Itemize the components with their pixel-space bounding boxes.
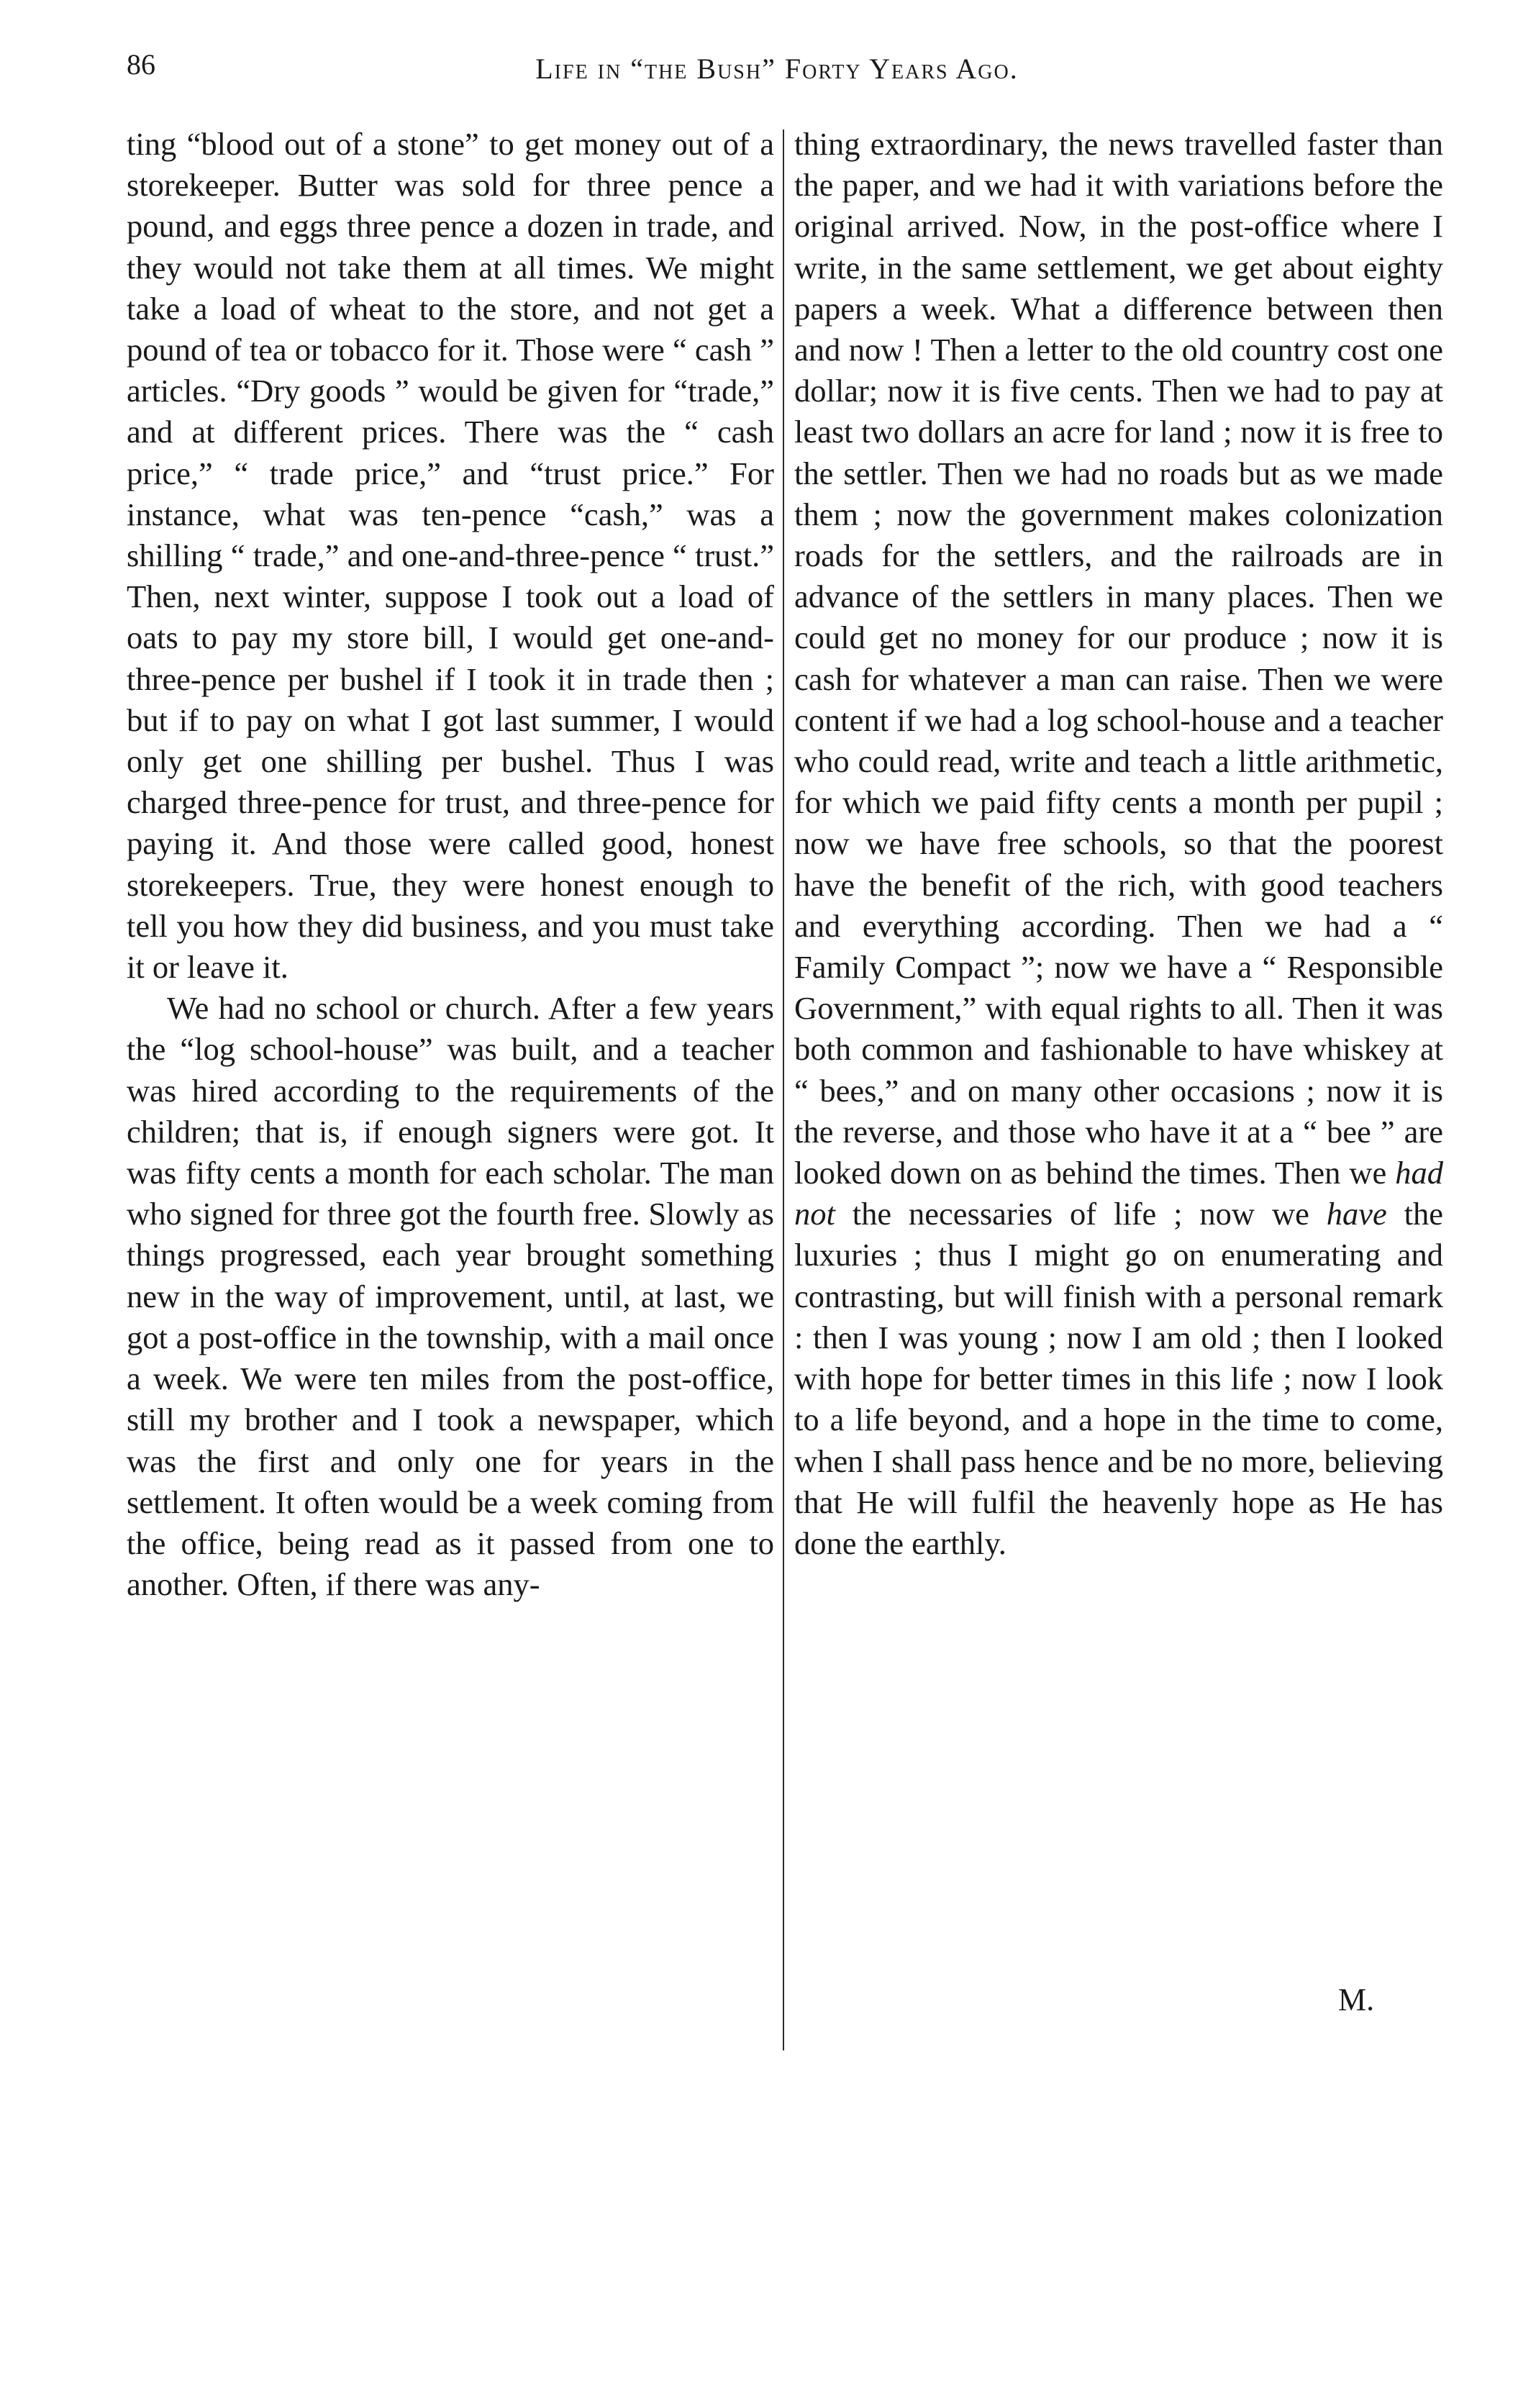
left-column bbox=[127, 124, 774, 1605]
page-number: 86 bbox=[127, 48, 155, 81]
paragraph: ting “blood out of a stone” to get money out of a storekeeper. Butter was sold for three pence a pound, and eggs three pence a dozen in trade, and they would not take them at all times. We might take a load of wheat to the store, and not get a pound of tea or tobacco for it. Those were “ cash ” articles. “Dry goods ” would be given for “trade,” and at different prices. There was the “ cash price,” “ trade price,” and “trust price.” For instance, what was ten-pence “cash,” was a shilling “ trade,” and one-and-three-pence “ trust.” Then, next winter, suppose I took out a load of oats to pay my store bill, I would get one-and-three-pence per bushel if I took it in trade then ; but if to pay on what I got last summer, I would only get one shilling per bushel. Thus I was charged three-pence for trust, and three-pence for paying it. And those were called good, honest storekeepers. True, they were honest enough to tell you how they did business, and you must take it or leave it. bbox=[127, 126, 774, 986]
paragraph-text: thing extraordinary, the news travelled faster than the paper, and we had it with variations before the original arrived. Now, in the post-office where I write, in the same settlement, we get about eighty papers a week. What a difference between then and now ! Then a letter to the old country cost one dollar; now it is five cents. Then we had to pay at least two dollars an acre for land ; now it is free to the settler. Then we had no roads but as we made them ; now the government makes colonization roads for the settlers, and the railroads are in advance of the settlers in many places. Then we could get no money for our produce ; now it is cash for whatever a man can raise. Then we were content if we had a log school-house and a teacher who could read, write and teach a little arithmetic, for which we paid fifty cents a month per pupil ; now we have free schools, so that the poorest have the benefit of the rich, with good teachers and everything according. Then we had a “ Family Compact ”; now we have a “ Responsible Government,” with equal rights to all. Then it was both common and fashionable to have whiskey at “ bees,” and on many other occasions ; now it is the reverse, and those who have it at a “ bee ” are looked down on as behind the times. Then we bbox=[794, 126, 1443, 1191]
paragraph-text: the luxuries ; thus I might go on enumerating and contrasting, but will finish with a personal remark : then I was young ; now I am old ; then I looked with hope for better times in this life ; now I look to a life beyond, and a hope in the time to come, when I shall pass hence and be no more, believing that He will fulfil the heavenly hope as He has done the earthly. bbox=[794, 1196, 1443, 1561]
emphasis-had-not: had not bbox=[794, 1155, 1443, 1232]
paragraph-text: the necessaries of life ; now we bbox=[835, 1196, 1327, 1232]
column-divider bbox=[783, 130, 784, 2050]
right-column bbox=[794, 124, 1443, 1564]
running-title: Life in “the Bush” Forty Years Ago. bbox=[535, 53, 1019, 85]
signature: M. bbox=[1338, 1982, 1375, 2017]
emphasis-have: have bbox=[1326, 1196, 1387, 1232]
paragraph bbox=[794, 124, 1443, 1564]
paragraph: We had no school or church. After a few years the “log school-house” was built, and a teacher was hired according to the requirements of the children; that is, if enough signers were got. It was fifty cents a month for each scholar. The man who signed for three got the fourth free. Slowly as things progressed, each year brought something new in the way of improvement, until, at last, we got a post-office in the township, with a mail once a week. We were ten miles from the post-office, still my brother and I took a newspaper, which was the first and only one for years in the settlement. It often would be a week coming from the office, being read as it passed from one to another. Often, if there was any- bbox=[127, 990, 774, 1603]
